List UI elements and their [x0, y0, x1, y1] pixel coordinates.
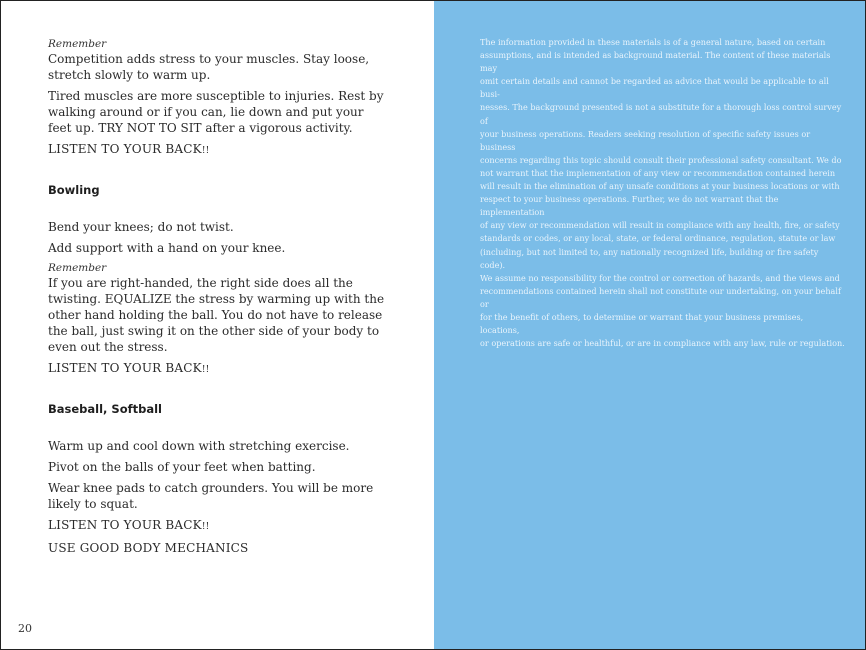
disclaimer-line: omit certain details and cannot be regarded as advice that would be applicable to all busi- [480, 76, 829, 100]
disclaimer-line: of any view or recommendation will result in compliance with any health, fire, or safety [480, 220, 840, 231]
disclaimer-line: concerns regarding this topic should consult their professional safety consultant. We do [480, 154, 842, 165]
listen-text: LISTEN TO YOUR BACK [48, 518, 202, 532]
disclaimer-line: (including, but not limited to, any nationally recognized life, building or fire safety code). [480, 246, 819, 270]
disclaimer-line: We assume no responsibility for the control or correction of hazards, and the views and [480, 272, 840, 283]
listen-to-your-back [48, 360, 388, 378]
paragraph: Add support with a hand on your knee. [48, 241, 286, 255]
left-page [1, 1, 434, 649]
paragraph: Tired muscles are more susceptible to injuries. Rest by walking around or if you can, lie down and put your feet up. TRY NOT TO SIT after a vigorous activity. [48, 89, 384, 135]
disclaimer-line: respect to your business operations. Further, we do not warrant that the implementation [480, 194, 779, 218]
right-page-disclaimer-panel [434, 1, 865, 649]
page-number: 20 [18, 622, 32, 635]
disclaimer-line: standards or codes, or any local, state, or federal ordinance, regulation, statute or law [480, 233, 836, 244]
disclaimer-line: for the benefit of others, to determine or warrant that your business premises, locations, [480, 311, 804, 336]
listen-exclamation: !! [201, 365, 210, 375]
paragraph: Bend your knees; do not twist. [48, 220, 234, 234]
disclaimer-line: The information provided in these materials is of a general nature, based on certain [480, 37, 826, 47]
disclaimer-line: nesses. The background presented is not a substitute for a thorough loss control survey of [480, 102, 842, 126]
listen-text: LISTEN TO YOUR BACK [48, 142, 202, 156]
disclaimer-line: recommendations contained herein shall not constitute our undertaking, on your behalf or [480, 285, 841, 309]
section-heading-bowling: Bowling [48, 183, 100, 197]
listen-exclamation: !! [201, 146, 210, 156]
disclaimer-line: assumptions, and is intended as background material. The content of these materials may [480, 50, 831, 74]
disclaimer-text [480, 36, 845, 350]
disclaimer-line: or operations are safe or healthful, or are in compliance with any law, rule or regulation. [480, 338, 845, 349]
paragraph: Pivot on the balls of your feet when batting. [48, 460, 316, 474]
paragraph: Wear knee pads to catch grounders. You will be more likely to squat. [48, 481, 374, 511]
section-heading-baseball-softball: Baseball, Softball [48, 402, 162, 416]
remember-label: Remember [48, 38, 107, 50]
paragraph: Warm up and cool down with stretching exercise. [48, 439, 350, 453]
disclaimer-line: your business operations. Readers seeking resolution of specific safety issues or business [480, 128, 811, 152]
paragraph: Competition adds stress to your muscles. Stay loose, stretch slowly to warm up. [48, 52, 370, 82]
disclaimer-line: will result in the elimination of any unsafe conditions at your business locations or with [480, 181, 840, 192]
use-good-body-mechanics: USE GOOD BODY MECHANICS [48, 541, 249, 555]
remember-text: If you are right-handed, the right side does all the twisting. EQUALIZE the stress by warming up with the other hand holding the ball. You do not have to release the ball, just swing it on the other side of your body to even out the stress. [48, 276, 385, 354]
listen-exclamation: !! [201, 522, 210, 532]
listen-to-your-back [48, 517, 388, 535]
disclaimer-line: not warrant that the implementation of any view or recommendation contained herein [480, 167, 836, 178]
listen-to-your-back [48, 141, 388, 159]
listen-text: LISTEN TO YOUR BACK [48, 361, 202, 375]
remember-label: Remember [48, 262, 107, 274]
